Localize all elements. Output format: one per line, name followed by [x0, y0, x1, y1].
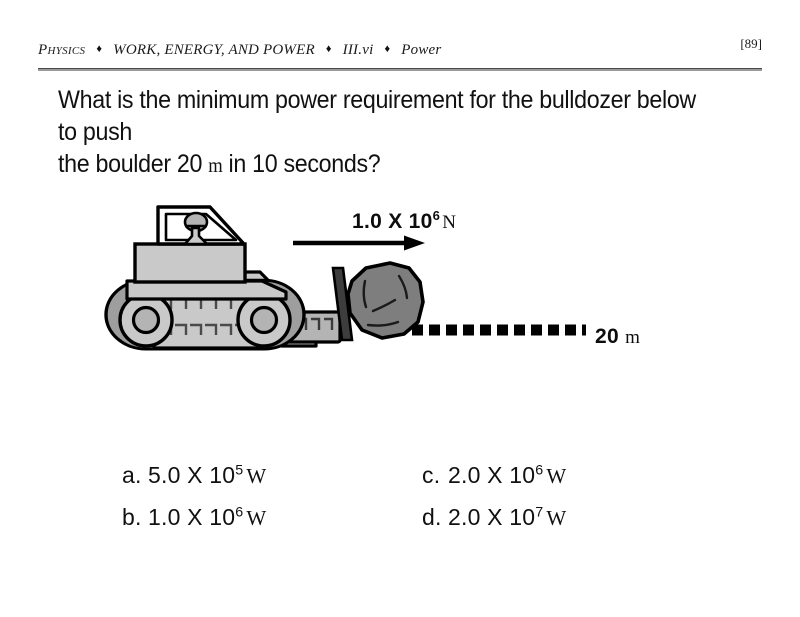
answer-option-a[interactable]	[122, 462, 266, 489]
breadcrumb-separator-icon: ♦	[325, 43, 332, 55]
bulldozer-fender	[127, 281, 286, 299]
answer-d-unit: W	[546, 506, 567, 530]
answer-a-exponent: 5	[235, 462, 244, 479]
track-wheel-front-hub	[252, 308, 277, 333]
answer-b-unit: W	[246, 506, 267, 530]
header-divider	[38, 68, 762, 71]
answer-option-b[interactable]	[122, 504, 266, 531]
question-unit-meters: m	[208, 155, 223, 177]
track-wheel-rear-hub	[134, 308, 159, 333]
bulldozer-hood	[135, 244, 245, 282]
distance-unit: m	[625, 327, 641, 348]
page-number: [89]	[740, 36, 762, 51]
answer-option-d[interactable]	[422, 504, 566, 531]
question-line-1: What is the minimum power requirement for the bulldozer below to push	[58, 86, 696, 146]
question-line-2-post: in 10 seconds?	[222, 150, 381, 178]
answer-c-mantissa: 2.0 X 10	[448, 462, 536, 488]
answer-d-mantissa: 2.0 X 10	[448, 504, 536, 530]
breadcrumb	[38, 42, 441, 59]
answer-c-exponent: 6	[535, 462, 544, 479]
question-line-2-pre: the boulder 20	[58, 150, 209, 178]
page-header	[38, 36, 762, 68]
force-exponent: 6	[432, 208, 441, 223]
bulldozer-driver-icon	[185, 213, 207, 244]
force-value: 1.0 X 10	[352, 210, 433, 233]
distance-value: 20	[595, 325, 619, 348]
answer-a-label: a.	[122, 462, 142, 488]
answer-c-unit: W	[546, 464, 567, 488]
boulder-drawing	[348, 263, 423, 338]
answer-b-mantissa: 1.0 X 10	[148, 504, 236, 530]
answer-c-label: c.	[422, 462, 441, 488]
breadcrumb-separator-icon: ♦	[96, 43, 103, 55]
breadcrumb-section: III.vi	[342, 42, 374, 58]
distance-label	[595, 325, 640, 349]
answer-d-exponent: 7	[535, 504, 544, 521]
breadcrumb-subject: Physics	[38, 42, 86, 58]
question-text	[58, 84, 709, 182]
bulldozer-boulder-figure	[0, 180, 800, 380]
breadcrumb-separator-icon: ♦	[384, 43, 391, 55]
answer-d-label: d.	[422, 504, 442, 530]
bulldozer-drawing	[106, 207, 352, 349]
answer-a-unit: W	[246, 464, 267, 488]
force-unit: N	[442, 212, 457, 233]
answer-option-c[interactable]	[422, 462, 566, 489]
breadcrumb-topic: Power	[401, 42, 442, 58]
answer-b-label: b.	[122, 504, 142, 530]
force-arrow-icon	[293, 236, 425, 251]
breadcrumb-unit: WORK, ENERGY, AND POWER	[113, 42, 315, 58]
answer-a-mantissa: 5.0 X 10	[148, 462, 236, 488]
answer-b-exponent: 6	[235, 504, 244, 521]
force-label	[352, 208, 456, 234]
